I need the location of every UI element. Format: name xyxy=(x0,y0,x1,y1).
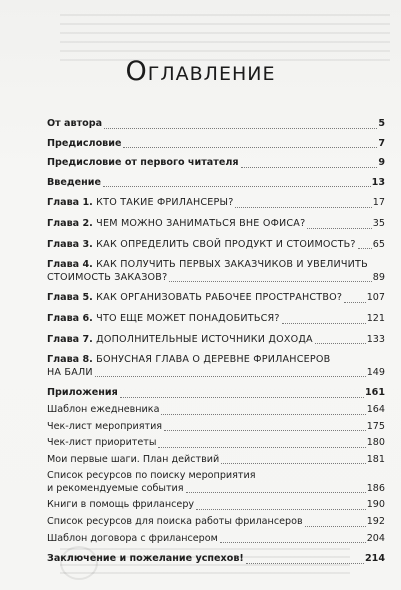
toc-entry-text xyxy=(47,292,342,305)
toc-entry-text-line1 xyxy=(47,259,385,272)
dot-leader xyxy=(246,554,364,564)
toc-entry-text xyxy=(47,177,101,190)
toc-entry-title: Заключение и пожелание успехов! xyxy=(47,553,244,565)
toc-entry-row xyxy=(47,421,385,434)
toc-entry-text xyxy=(47,483,184,496)
toc-entry-text xyxy=(47,454,219,467)
toc-entry-row xyxy=(47,313,385,326)
toc-entry xyxy=(47,387,385,400)
toc-entry-row xyxy=(47,387,385,400)
toc-page-number: 192 xyxy=(366,516,385,528)
toc-entry-row xyxy=(47,499,385,512)
toc-entry-title: Предисловие от первого читателя xyxy=(47,157,239,169)
toc-entry-row xyxy=(47,483,385,496)
toc-page-number: 190 xyxy=(366,499,385,511)
dot-leader xyxy=(344,293,366,303)
dot-leader xyxy=(235,198,371,208)
toc-chapter-entry xyxy=(47,354,385,379)
toc-entry-title: КАК ПОЛУЧИТЬ ПЕРВЫХ ЗАКАЗЧИКОВ И УВЕЛИЧИТЬ xyxy=(96,259,368,271)
toc-page-number: 180 xyxy=(366,437,385,449)
toc-entry-title: От автора xyxy=(47,118,103,129)
toc-entry-text xyxy=(47,421,162,434)
toc-entry-title: Предисловие xyxy=(47,137,122,149)
toc-entry-row xyxy=(47,516,385,529)
toc-entry-title: Шаблон ежедневника xyxy=(47,403,160,415)
toc-entry-text-line1 xyxy=(47,354,385,367)
toc-appendix-entry xyxy=(47,470,385,495)
toc-page-number: 13 xyxy=(371,176,385,188)
toc-entry-text xyxy=(47,516,303,529)
dot-leader xyxy=(196,500,366,510)
toc-page-number: 7 xyxy=(378,137,385,149)
toc-entry-title: БОНУСНАЯ ГЛАВА О ДЕРЕВНЕ ФРИЛАНСЕРОВ xyxy=(96,354,331,366)
toc-page-number: 164 xyxy=(366,403,385,415)
toc-appendix-entry xyxy=(47,404,385,417)
toc-appendix-entry xyxy=(47,454,385,467)
toc-chapter-label: Глава 3. xyxy=(47,238,97,250)
toc-page-number: 17 xyxy=(372,197,385,209)
dot-leader xyxy=(123,138,377,148)
toc-page-number: 175 xyxy=(366,420,385,432)
toc-entry-title: КТО ТАКИЕ ФРИЛАНСЕРЫ? xyxy=(96,197,234,209)
toc-entry-row xyxy=(47,437,385,450)
toc-entry-text xyxy=(47,313,280,326)
toc-entry-title: Список ресурсов для поиска работы фрилансеров xyxy=(47,516,303,528)
dot-leader xyxy=(164,421,366,431)
toc-page-number: 214 xyxy=(364,553,385,565)
toc-entry-row xyxy=(47,454,385,467)
toc-entry-text xyxy=(47,387,118,400)
toc-appendix-entry xyxy=(47,421,385,434)
toc-entry-row xyxy=(47,553,385,566)
toc-entry-row xyxy=(47,177,385,190)
toc-appendix-entry xyxy=(47,437,385,450)
toc-page-number: 204 xyxy=(366,532,385,544)
toc-appendix-entry xyxy=(47,516,385,529)
toc-entry-row xyxy=(47,239,385,252)
toc-entry-row xyxy=(47,334,385,347)
toc-chapter-entry xyxy=(47,313,385,326)
toc-page-number: 161 xyxy=(364,387,385,399)
toc-entry-row xyxy=(47,218,385,231)
toc-entry-title: ЧТО ЕЩЕ МОЖЕТ ПОНАДОБИТЬСЯ? xyxy=(96,312,280,324)
toc-entry-row xyxy=(47,292,385,305)
toc-entry-title: КАК ОПРЕДЕЛИТЬ СВОЙ ПРОДУКТ И СТОИМОСТЬ? xyxy=(96,238,356,250)
toc-entry-text-line1 xyxy=(47,470,385,483)
toc-page-number: 149 xyxy=(366,366,385,378)
toc-chapter-entry xyxy=(47,334,385,347)
toc-page-number: 186 xyxy=(366,482,385,494)
dot-leader xyxy=(305,517,366,527)
toc-entry-row xyxy=(47,272,385,285)
toc-entry-title: Приложения xyxy=(47,387,118,399)
toc-entry-row xyxy=(47,118,385,131)
toc-entry-title: Мои первые шаги. План действий xyxy=(47,453,220,465)
dot-leader xyxy=(158,438,365,448)
table-of-contents xyxy=(47,118,385,566)
toc-page-number: 121 xyxy=(366,312,385,324)
toc-entry-text xyxy=(47,404,159,417)
dot-leader xyxy=(161,405,365,415)
dot-leader xyxy=(169,272,371,282)
toc-entry-text xyxy=(47,367,93,380)
dot-leader xyxy=(282,314,366,324)
toc-appendix-entry xyxy=(47,533,385,546)
toc-entry-title: КАК ОРГАНИЗОВАТЬ РАБОЧЕЕ ПРОСТРАНСТВО? xyxy=(96,292,343,304)
toc-page-number: 107 xyxy=(366,292,385,304)
toc-chapter-label: Глава 7. xyxy=(47,333,97,345)
toc-entry-row xyxy=(47,138,385,151)
toc-entry-text xyxy=(47,437,156,450)
dot-leader xyxy=(186,483,366,493)
dot-leader xyxy=(315,334,366,344)
dot-leader xyxy=(307,219,371,229)
toc-entry-title: Введение xyxy=(47,176,102,188)
toc-chapter-label: Глава 5. xyxy=(47,292,97,304)
toc-entry-text xyxy=(47,197,233,210)
dot-leader xyxy=(104,119,377,129)
dot-leader xyxy=(241,158,378,168)
toc-entry-text xyxy=(47,138,121,151)
toc-entry xyxy=(47,157,385,170)
toc-entry xyxy=(47,118,385,131)
dot-leader xyxy=(103,177,371,187)
toc-entry-text xyxy=(47,334,313,347)
toc-entry-title: Чек-лист мероприятия xyxy=(47,420,163,432)
toc-entry-title: Список ресурсов по поиску мероприятия xyxy=(47,470,256,482)
toc-entry-row xyxy=(47,197,385,210)
toc-page-number: 5 xyxy=(378,118,385,129)
toc-entry-title: ДОПОЛНИТЕЛЬНЫЕ ИСТОЧНИКИ ДОХОДА xyxy=(96,333,313,345)
toc-entry-row xyxy=(47,157,385,170)
toc-entry-title: и рекомендуемые события xyxy=(47,482,184,494)
toc-entry xyxy=(47,177,385,190)
toc-chapter-label: Глава 2. xyxy=(47,217,97,229)
toc-chapter-label: Глава 4. xyxy=(47,259,97,271)
toc-entry-row xyxy=(47,533,385,546)
toc-entry-row xyxy=(47,404,385,417)
toc-chapter-label: Глава 6. xyxy=(47,312,97,324)
toc-entry-text xyxy=(47,118,102,131)
toc-entry-title: Чек-лист приоритеты xyxy=(47,437,157,449)
toc-page-number: 133 xyxy=(366,333,385,345)
toc-entry xyxy=(47,138,385,151)
toc-page-number: 89 xyxy=(372,271,385,283)
toc-entry-title: Шаблон договора с фрилансером xyxy=(47,532,218,544)
toc-entry-text xyxy=(47,157,239,170)
dot-leader xyxy=(221,454,365,464)
toc-page-number: 35 xyxy=(372,217,385,229)
toc-entry-title: НА БАЛИ xyxy=(47,366,93,378)
toc-chapter-entry xyxy=(47,239,385,252)
toc-entry-title: ЧЕМ МОЖНО ЗАНИМАТЬСЯ ВНЕ ОФИСА? xyxy=(96,217,306,229)
toc-page-number: 9 xyxy=(378,157,385,169)
toc-chapter-entry xyxy=(47,259,385,284)
toc-entry-title: Книги в помощь фрилансеру xyxy=(47,499,195,511)
toc-entry-text xyxy=(47,553,244,566)
toc-chapter-entry xyxy=(47,218,385,231)
toc-entry-text xyxy=(47,272,167,285)
dot-leader xyxy=(120,388,364,398)
toc-entry xyxy=(47,553,385,566)
dot-leader xyxy=(358,239,372,249)
toc-entry-title: СТОИМОСТЬ ЗАКАЗОВ? xyxy=(47,271,168,283)
toc-chapter-entry xyxy=(47,197,385,210)
toc-entry-row xyxy=(47,367,385,380)
toc-chapter-label: Глава 8. xyxy=(47,354,97,366)
page-title: Оглавление xyxy=(125,56,276,87)
toc-chapter-entry xyxy=(47,292,385,305)
toc-page-number: 181 xyxy=(366,453,385,465)
toc-entry-text xyxy=(47,239,356,252)
toc-page-number: 65 xyxy=(372,238,385,250)
toc-entry-text xyxy=(47,533,218,546)
dot-leader xyxy=(95,367,366,377)
toc-appendix-entry xyxy=(47,499,385,512)
toc-chapter-label: Глава 1. xyxy=(47,197,97,209)
toc-entry-text xyxy=(47,499,194,512)
toc-entry-text xyxy=(47,218,305,231)
dot-leader xyxy=(220,533,366,543)
